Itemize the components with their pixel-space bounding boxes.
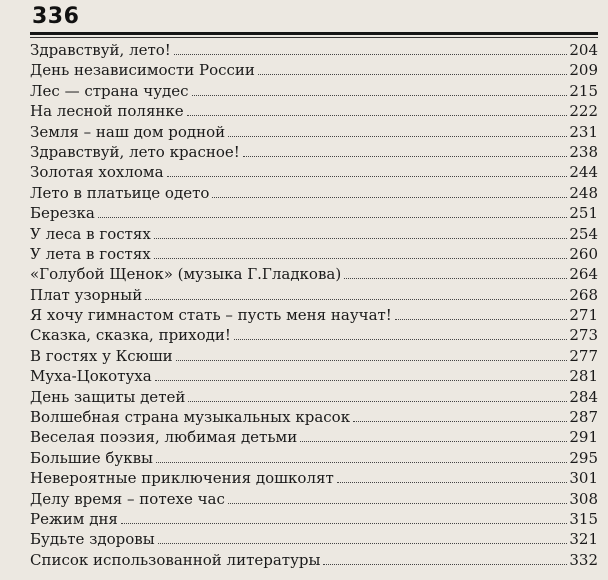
toc-entry-title: У леса в гостях — [30, 224, 151, 243]
toc-entry-title: Веселая поэзия, любимая детьми — [30, 428, 298, 447]
toc-entry-title: День защиты детей — [30, 387, 186, 406]
toc-entry — [30, 305, 598, 325]
toc-entry-page: 231 — [569, 122, 598, 141]
toc-entry — [30, 468, 598, 488]
toc-dot-leader — [353, 421, 567, 422]
toc-entry-title: Земля – наш дом родной — [30, 122, 226, 141]
toc-entry — [30, 366, 598, 386]
toc-entry-page: 209 — [569, 61, 598, 80]
toc-entry-title: «Голубой Щенок» (музыка Г.Гладкова) — [30, 265, 342, 284]
toc-entry-page: 268 — [569, 285, 598, 304]
toc-dot-leader — [337, 482, 568, 483]
toc-entry — [30, 101, 598, 121]
toc-entry-title: Невероятные приключения дошколят — [30, 469, 334, 488]
page-number: 336 — [32, 4, 80, 29]
toc-entry — [30, 60, 598, 80]
toc-entry — [30, 448, 598, 468]
toc-entry — [30, 387, 598, 407]
toc-dot-leader — [158, 543, 568, 544]
toc-entry-title: Березка — [30, 204, 95, 223]
toc-entry-title: Здравствуй, лето! — [30, 41, 171, 59]
toc-dot-leader — [174, 54, 568, 55]
toc-entry-page: 248 — [569, 183, 598, 202]
toc-dot-leader — [243, 156, 568, 157]
toc-dot-leader — [187, 115, 568, 116]
toc-entry — [30, 122, 598, 142]
header-rule-thin — [30, 37, 598, 38]
toc-entry-title: В гостях у Ксюши — [30, 346, 173, 365]
toc-entry — [30, 264, 598, 284]
toc-dot-leader — [156, 462, 567, 463]
toc-entry-title: Будьте здоровы — [30, 530, 155, 549]
toc-entry-page: 222 — [569, 102, 598, 121]
toc-entry-page: 204 — [569, 41, 598, 59]
table-of-contents — [30, 40, 598, 570]
toc-entry-page: 291 — [569, 428, 598, 447]
page-header — [30, 0, 598, 38]
toc-entry-page: 287 — [569, 408, 598, 427]
toc-dot-leader — [300, 441, 567, 442]
toc-dot-leader — [121, 523, 567, 524]
toc-entry — [30, 529, 598, 549]
toc-entry-page: 254 — [569, 224, 598, 243]
toc-entry-title: День независимости России — [30, 61, 255, 80]
toc-dot-leader — [212, 197, 567, 198]
toc-entry — [30, 224, 598, 244]
toc-entry — [30, 509, 598, 529]
toc-entry-title: Муха-Цокотуха — [30, 367, 152, 386]
toc-dot-leader — [145, 299, 567, 300]
toc-entry-page: 238 — [569, 142, 598, 161]
toc-entry — [30, 244, 598, 264]
toc-entry — [30, 142, 598, 162]
toc-entry — [30, 40, 598, 60]
toc-dot-leader — [188, 401, 567, 402]
toc-dot-leader — [167, 176, 568, 177]
toc-entry-title: На лесной полянке — [30, 102, 184, 121]
toc-entry — [30, 346, 598, 366]
toc-dot-leader — [98, 217, 567, 218]
toc-entry-page: 273 — [569, 326, 598, 345]
toc-dot-leader — [234, 339, 567, 340]
toc-entry — [30, 550, 598, 570]
toc-dot-leader — [228, 503, 568, 504]
toc-dot-leader — [154, 238, 568, 239]
toc-entry-page: 284 — [569, 387, 598, 406]
toc-entry-page: 251 — [569, 204, 598, 223]
toc-entry — [30, 81, 598, 101]
toc-entry — [30, 325, 598, 345]
toc-entry-page: 260 — [569, 244, 598, 263]
toc-dot-leader — [155, 380, 568, 381]
toc-entry-title: Режим дня — [30, 509, 118, 528]
toc-entry-page: 321 — [569, 530, 598, 549]
toc-entry-page: 301 — [569, 469, 598, 488]
toc-entry-page: 295 — [569, 448, 598, 467]
toc-entry — [30, 162, 598, 182]
toc-entry-title: Сказка, сказка, приходи! — [30, 326, 231, 345]
toc-entry-title: У лета в гостях — [30, 244, 151, 263]
toc-entry-page: 308 — [569, 489, 598, 508]
toc-dot-leader — [176, 360, 568, 361]
toc-entry — [30, 203, 598, 223]
toc-dot-leader — [228, 136, 567, 137]
toc-entry-page: 271 — [569, 306, 598, 325]
toc-entry — [30, 427, 598, 447]
toc-entry-title: Плат узорный — [30, 285, 143, 304]
toc-entry-page: 277 — [569, 346, 598, 365]
toc-dot-leader — [323, 564, 567, 565]
header-rule — [30, 32, 598, 35]
toc-entry-page: 315 — [569, 509, 598, 528]
toc-entry-page: 215 — [569, 81, 598, 100]
toc-entry — [30, 407, 598, 427]
toc-entry-title: Список использованной литературы — [30, 550, 321, 569]
toc-entry-title: Золотая хохлома — [30, 163, 164, 182]
toc-dot-leader — [395, 319, 568, 320]
toc-entry — [30, 285, 598, 305]
toc-entry-title: Большие буквы — [30, 448, 153, 467]
toc-entry-title: Лето в платьице одето — [30, 183, 210, 202]
toc-entry-page: 244 — [569, 163, 598, 182]
toc-entry-title: Лес — страна чудес — [30, 81, 189, 100]
toc-entry — [30, 183, 598, 203]
toc-entry-title: Волшебная страна музыкальных красок — [30, 408, 351, 427]
toc-dot-leader — [258, 74, 567, 75]
toc-entry-page: 281 — [569, 367, 598, 386]
toc-entry — [30, 489, 598, 509]
toc-dot-leader — [192, 95, 568, 96]
toc-entry-page: 264 — [569, 265, 598, 284]
toc-entry-title: Делу время – потехе час — [30, 489, 225, 508]
toc-dot-leader — [154, 258, 568, 259]
toc-dot-leader — [344, 278, 567, 279]
toc-entry-title: Здравствуй, лето красное! — [30, 142, 240, 161]
toc-entry-page: 332 — [569, 550, 598, 569]
toc-entry-title: Я хочу гимнастом стать – пусть меня научат! — [30, 306, 392, 325]
